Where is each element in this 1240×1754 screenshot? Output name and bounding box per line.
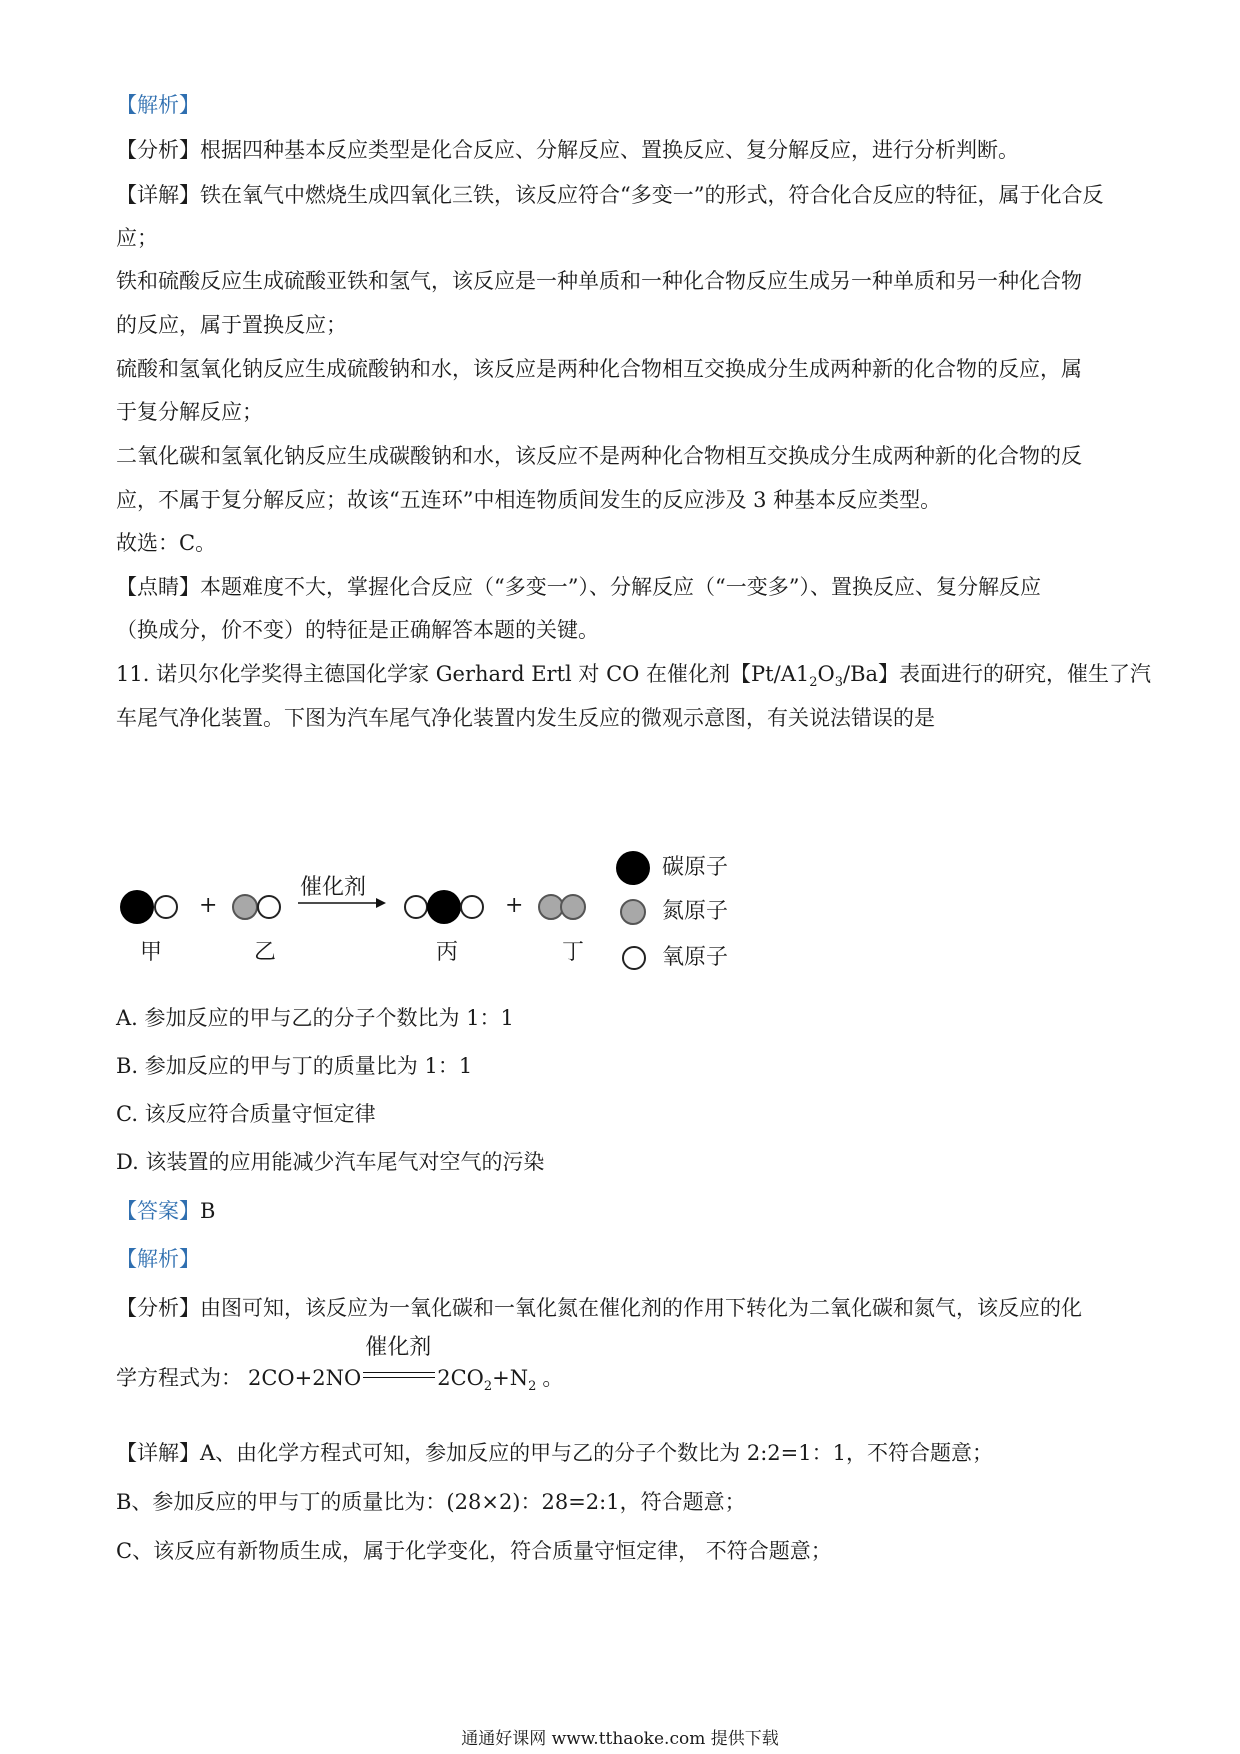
question-stem-c: /Ba】表面进行的研究，催生了汽 [843, 662, 1152, 686]
nitrogen-atom-icon [560, 894, 586, 920]
carbon-atom-icon [120, 890, 154, 924]
legend-nitrogen-label: 氮原子 [662, 899, 729, 924]
label-ding: 丁 [562, 940, 585, 965]
question-stem-a: 诺贝尔化学奖得主德国化学家 Gerhard Ertl 对 CO 在催化剂【Pt/A1 [156, 662, 810, 686]
fenxi-2-text: 由图可知，该反应为一氧化碳和一氧化氮在催化剂的作用下转化为二氧化碳和氮气，该反应的化 [200, 1296, 1082, 1320]
detail-paragraph-line [116, 180, 1103, 210]
dianjing-text: 本题难度不大，掌握化合反应（“多变一”）、分解反应（“一变多”）、置换反应、复分解反应 [200, 575, 1041, 599]
equation-catalyst: 催化剂 [365, 1335, 432, 1360]
label-jia: 甲 [140, 940, 163, 965]
oxygen-atom-icon [404, 895, 428, 919]
page-footer: 通通好课网 www.tthaoke.com 提供下载 [461, 1729, 779, 1749]
paragraph-4-line-1: 二氧化碳和氢氧化钠反应生成碳酸钠和水，该反应不是两种化合物相互交换成分生成两种新的化合物的反 [116, 444, 1082, 468]
fenxi-tag: 【分析】 [116, 138, 200, 162]
choice-line: 故选：C。 [116, 531, 217, 555]
equation-n: +N [492, 1366, 529, 1390]
legend-carbon-label: 碳原子 [662, 855, 729, 880]
detail-2-text-a: A、由化学方程式可知，参加反应的甲与乙的分子个数比为 2:2=1：1，不符合题意； [200, 1441, 993, 1465]
equals-line-top [363, 1372, 435, 1373]
paragraph-2-line-1: 铁和硫酸反应生成硫酸亚铁和氢气，该反应是一种单质和一种化合物反应生成另一种单质和另一种化合物 [116, 269, 1082, 293]
nitrogen-atom-icon [232, 894, 258, 920]
oxygen-atom-icon [154, 895, 178, 919]
answer-tag: 【答案】 [116, 1199, 200, 1223]
equation-sub-b: 2 [528, 1379, 537, 1395]
fenxi-text: 根据四种基本反应类型是化合反应、分解反应、置换反应、复分解反应，进行分析判断。 [200, 138, 1019, 162]
question-stem-line-2: 车尾气净化装置。下图为汽车尾气净化装置内发生反应的微观示意图，有关说法错误的是 [116, 706, 935, 730]
subscript-2: 2 [809, 675, 818, 691]
detail-text-cont: 应； [116, 226, 158, 250]
legend-oxygen-label: 氧原子 [662, 945, 729, 970]
equation-end: 。 [542, 1366, 564, 1390]
analysis-heading: 【解析】 [116, 93, 200, 117]
answer-value: B [200, 1199, 216, 1223]
oxygen-atom-icon [257, 895, 281, 919]
option-d: D. 该装置的应用能减少汽车尾气对空气的污染 [116, 1150, 545, 1174]
analysis-2-line-1 [116, 1293, 1082, 1323]
equation-co2: 2CO [437, 1366, 484, 1390]
analysis-heading-2: 【解析】 [116, 1247, 200, 1271]
subscript-3: 3 [834, 675, 843, 691]
plus-sign: + [199, 893, 218, 918]
paragraph-2-line-2: 的反应，属于置换反应； [116, 313, 347, 337]
equation-prefix: 学方程式为： [116, 1366, 242, 1390]
detail-2-line-a [116, 1438, 993, 1468]
equation-catalyst-sign [361, 1335, 437, 1393]
question-stem-line-1 [116, 659, 1151, 698]
catalyst-label: 催化剂 [300, 875, 367, 900]
option-a: A. 参加反应的甲与乙的分子个数比为 1：1 [116, 1006, 514, 1030]
label-yi: 乙 [254, 940, 277, 965]
dianjing-line-2: （换成分，价不变）的特征是正确解答本题的关键。 [116, 618, 599, 642]
legend-carbon-icon [616, 851, 650, 885]
option-c: C. 该反应符合质量守恒定律 [116, 1102, 376, 1126]
detail-2-line-c: C、该反应有新物质生成，属于化学变化，符合质量守恒定律， 不符合题意； [116, 1539, 832, 1563]
oxygen-atom-icon [460, 895, 484, 919]
option-b: B. 参加反应的甲与丁的质量比为 1：1 [116, 1054, 473, 1078]
paragraph-3-line-2: 于复分解反应； [116, 400, 263, 424]
fenxi-tag-2: 【分析】 [116, 1296, 200, 1320]
label-bing: 丙 [436, 940, 459, 965]
carbon-atom-icon [427, 890, 461, 924]
reaction-arrow-icon [296, 896, 388, 910]
detail-text: 铁在氧气中燃烧生成四氧化三铁，该反应符合“多变一”的形式，符合化合反应的特征，属于化合反 [200, 183, 1104, 207]
equation-line [116, 1335, 564, 1402]
legend-oxygen-icon [622, 946, 646, 970]
equals-line-bottom [363, 1377, 435, 1378]
dianjing-line-1 [116, 572, 1041, 602]
answer-line [116, 1196, 215, 1226]
analysis-paragraph [116, 135, 1019, 165]
paragraph-3-line-1: 硫酸和氢氧化钠反应生成硫酸钠和水，该反应是两种化合物相互交换成分生成两种新的化合物的反应，属 [116, 357, 1082, 381]
equation-sub-a: 2 [483, 1379, 493, 1395]
equation-reactants: 2CO+2NO [248, 1366, 362, 1390]
dianjing-tag: 【点睛】 [116, 575, 200, 599]
paragraph-4-line-2: 应，不属于复分解反应；故该“五连环”中相连物质间发生的反应涉及 3 种基本反应类型。 [116, 488, 942, 512]
xiangjie-tag-2: 【详解】 [116, 1441, 200, 1465]
question-number: 11. [116, 662, 150, 686]
xiangjie-tag: 【详解】 [116, 183, 200, 207]
question-stem-b: O [817, 662, 835, 686]
plus-sign: + [505, 893, 524, 918]
detail-2-line-b: B、参加反应的甲与丁的质量比为：(28×2)：28=2:1，符合题意； [116, 1490, 746, 1514]
legend-nitrogen-icon [620, 899, 646, 925]
